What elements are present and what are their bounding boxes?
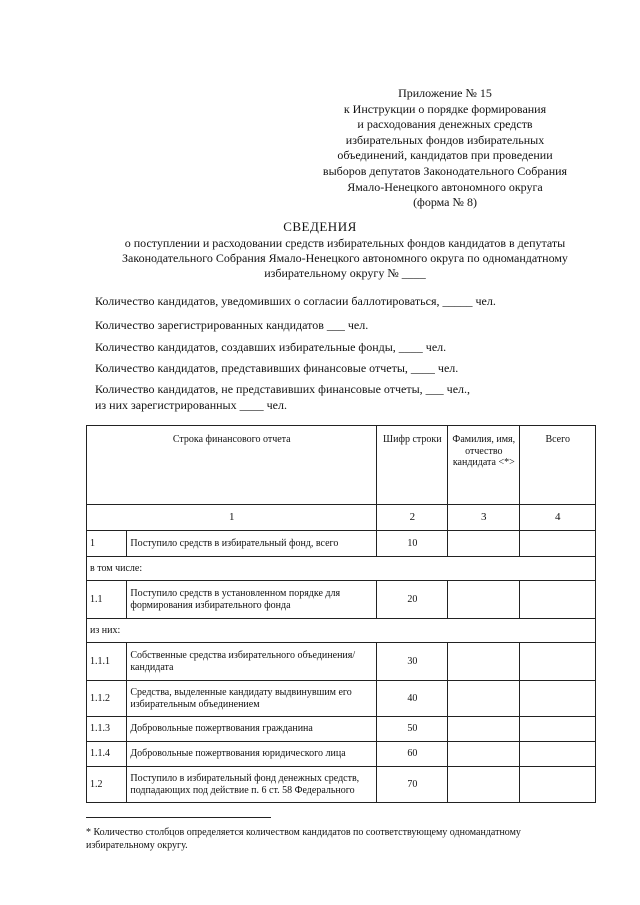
- table-subheader-row: [87, 619, 596, 643]
- row-code: 1.1.1: [87, 643, 127, 681]
- header-candidate: Фамилия, имя, отчество кандидата <*>: [448, 426, 520, 505]
- row-candidate-cell: [448, 767, 520, 803]
- document-title: СВЕДЕНИЯ: [283, 219, 357, 234]
- table-row: [87, 767, 596, 803]
- footnote-divider: [86, 817, 271, 818]
- row-name: Добровольные пожертвования юридического лица: [127, 742, 377, 767]
- table-row: [87, 581, 596, 619]
- appendix-line: к Инструкции о порядке формирования: [343, 101, 547, 116]
- appendix-line: (форма № 8): [413, 195, 477, 210]
- appendix-line: Приложение № 15: [398, 86, 492, 100]
- stat-reports-not-submitted: Количество кандидатов, не представивших финансовые отчеты, ___ чел.,: [95, 382, 471, 396]
- row-name: Поступило средств в избирательный фонд, всего: [127, 531, 377, 557]
- row-cipher: 50: [377, 717, 448, 742]
- table-row: [87, 643, 596, 681]
- column-number: 1: [87, 505, 377, 531]
- row-code: 1.1.4: [87, 742, 127, 767]
- appendix-header: [300, 86, 590, 211]
- table-row: [87, 531, 596, 557]
- row-candidate-cell: [448, 643, 520, 681]
- column-number-row: [87, 505, 596, 531]
- stat-registered-not-submitted: из них зарегистрированных ____ чел.: [95, 398, 287, 412]
- stat-funds-created: Количество кандидатов, создавших избирательные фонды, ____ чел.: [95, 340, 447, 354]
- row-name: Добровольные пожертвования гражданина: [127, 717, 377, 742]
- appendix-line: Ямало-Ненецкого автономного округа: [347, 179, 543, 194]
- appendix-line: выборов депутатов Законодательного Собрания: [322, 163, 568, 178]
- subtitle-line: избирательному округу № ____: [264, 266, 426, 280]
- column-number: 4: [520, 505, 596, 531]
- row-code: 1: [87, 531, 127, 557]
- row-subheader: в том числе:: [87, 557, 596, 581]
- document-subtitle: [90, 236, 600, 281]
- row-total-cell: [520, 531, 596, 557]
- table-row: [87, 681, 596, 717]
- row-code: 1.1.3: [87, 717, 127, 742]
- table-row: [87, 717, 596, 742]
- row-cipher: 30: [377, 643, 448, 681]
- table-row: [87, 742, 596, 767]
- row-code: 1.1.2: [87, 681, 127, 717]
- row-name: Средства, выделенные кандидату выдвинувшим его избирательным объединением: [127, 681, 377, 717]
- header-cipher: Шифр строки: [377, 426, 448, 505]
- financial-report-table: [86, 425, 596, 803]
- row-total-cell: [520, 742, 596, 767]
- row-candidate-cell: [448, 531, 520, 557]
- table-subheader-row: [87, 557, 596, 581]
- row-cipher: 70: [377, 767, 448, 803]
- footnote-line: избирательному округу.: [86, 840, 188, 851]
- row-cipher: 10: [377, 531, 448, 557]
- appendix-line: объединений, кандидатов при проведении: [337, 148, 553, 163]
- column-number: 3: [448, 505, 520, 531]
- stat-notified: Количество кандидатов, уведомивших о согласии баллотироваться, _____ чел.: [95, 294, 496, 308]
- row-code: 1.2: [87, 767, 127, 803]
- row-cipher: 40: [377, 681, 448, 717]
- header-row-name: Строка финансового отчета: [87, 426, 377, 505]
- row-total-cell: [520, 767, 596, 803]
- appendix-line: и расходования денежных средств: [357, 117, 533, 132]
- row-subheader: из них:: [87, 619, 596, 643]
- row-total-cell: [520, 681, 596, 717]
- row-cipher: 20: [377, 581, 448, 619]
- row-candidate-cell: [448, 681, 520, 717]
- row-name: Поступило в избирательный фонд денежных средств, подпадающих под действие п. 6 ст. 58 Федерального: [127, 767, 377, 803]
- footnote-line: * Количество столбцов определяется количеством кандидатов по соответствующему одномандатному: [86, 827, 521, 838]
- footnote: [86, 826, 586, 852]
- header-total: Всего: [520, 426, 596, 505]
- subtitle-line: о поступлении и расходовании средств избирательных фондов кандидатов в депутаты: [124, 236, 566, 250]
- row-cipher: 60: [377, 742, 448, 767]
- row-total-cell: [520, 581, 596, 619]
- row-name: Собственные средства избирательного объединения/кандидата: [127, 643, 377, 681]
- stat-reports-submitted: Количество кандидатов, представивших финансовые отчеты, ____ чел.: [95, 361, 459, 375]
- subtitle-line: Законодательного Собрания Ямало-Ненецкого автономного округа по одномандатному: [122, 251, 568, 265]
- row-code: 1.1: [87, 581, 127, 619]
- row-candidate-cell: [448, 742, 520, 767]
- table-header-row: [87, 426, 596, 505]
- row-total-cell: [520, 717, 596, 742]
- row-total-cell: [520, 643, 596, 681]
- appendix-line: избирательных фондов избирательных: [345, 132, 545, 147]
- row-candidate-cell: [448, 581, 520, 619]
- row-name: Поступило средств в установленном порядке для формирования избирательного фонда: [127, 581, 377, 619]
- column-number: 2: [377, 505, 448, 531]
- row-candidate-cell: [448, 717, 520, 742]
- stat-registered: Количество зарегистрированных кандидатов ___ чел.: [95, 318, 369, 332]
